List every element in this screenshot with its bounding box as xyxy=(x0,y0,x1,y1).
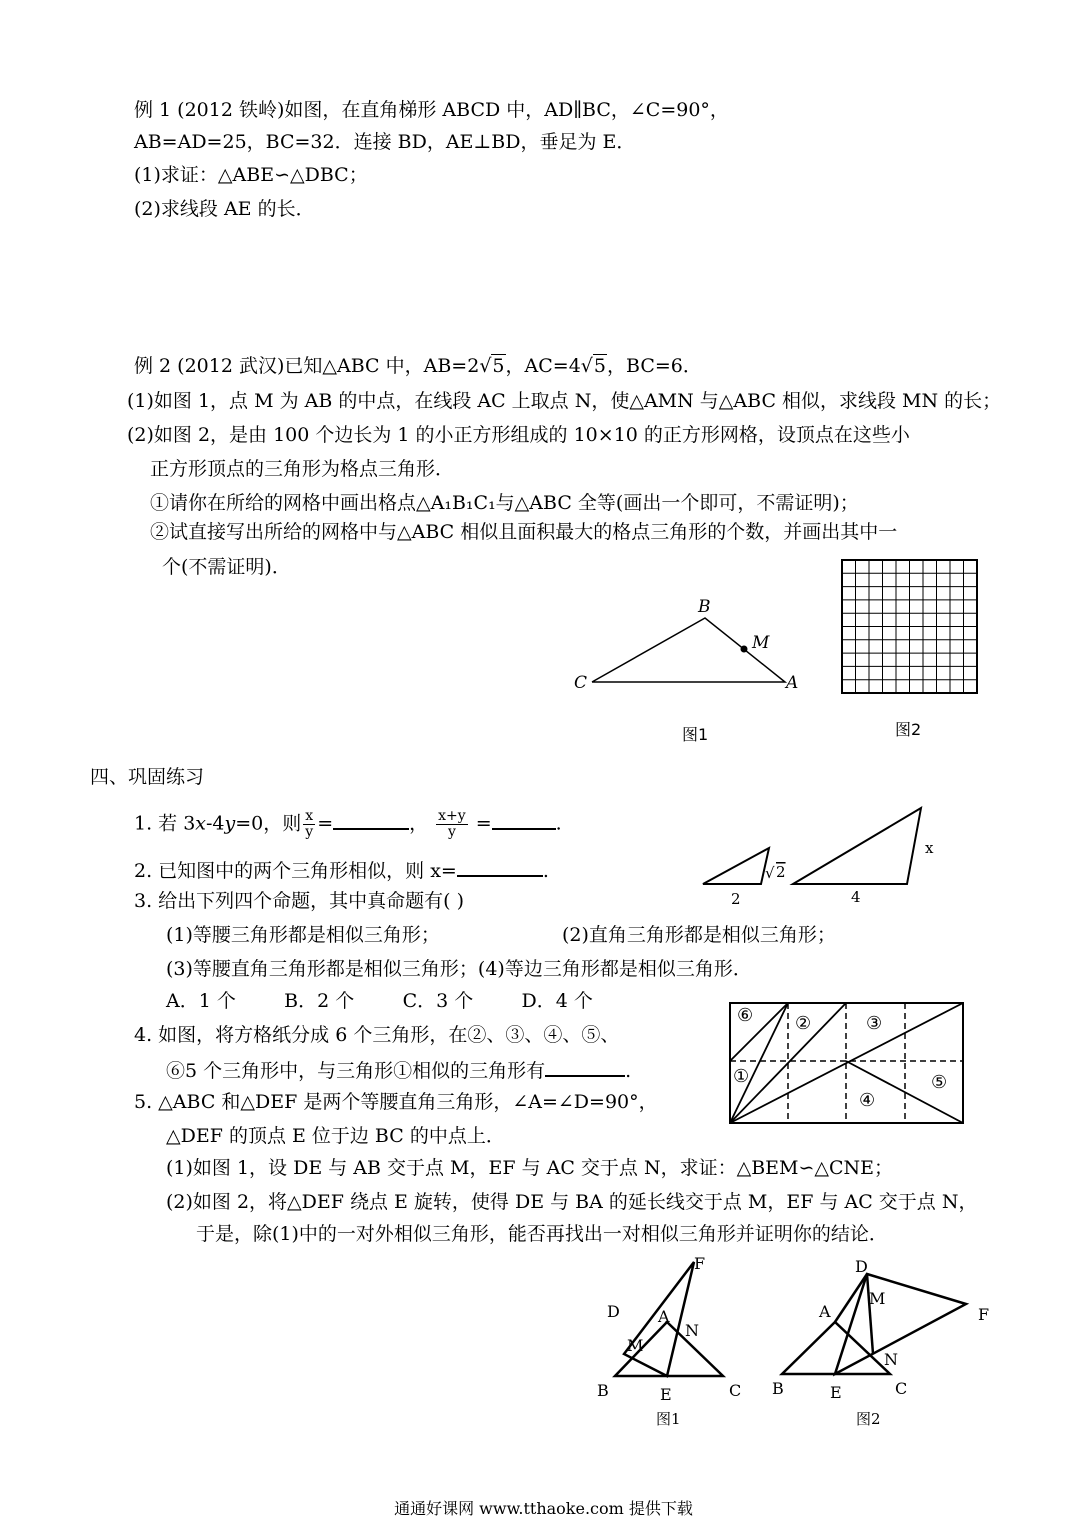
q3: 3. 给出下列四个命题，其中真命题有( ) xyxy=(134,890,465,912)
q2-end: . xyxy=(542,860,549,882)
sqrt-5-b-radicand: 5 xyxy=(593,355,606,377)
answer-blank-2[interactable] xyxy=(492,810,556,830)
q3-option1: (1)等腰三角形都是相似三角形； xyxy=(166,924,440,946)
q3-choices: A．1 个 B．2 个 C．3 个 D．4 个 xyxy=(166,990,593,1012)
q5-line3: (1)如图 1，设 DE 与 AB 交于点 M，EF 与 AC 交于点 N，求证：△BEM∽△CNE； xyxy=(166,1157,894,1179)
example2-line1-a: 例 2 (2012 武汉)已知△ABC 中，AB=2 xyxy=(134,355,480,377)
q5-line2: △DEF 的顶点 E 位于边 BC 的中点上． xyxy=(166,1125,505,1147)
example1-line3: (1)求证：△ABE∽△DBC； xyxy=(134,164,368,186)
example2-line2: (1)如图 1，点 M 为 AB 的中点，在线段 AC 上取点 N，使△AMN 与△ABC 相似，求线段 MN 的长； xyxy=(127,390,1002,412)
section4-title: 四、巩固练习 xyxy=(90,766,205,788)
example2-figure1 xyxy=(560,590,810,700)
q4-label-5: ⑤ xyxy=(931,1072,948,1093)
example2-line3: (2)如图 2，是由 100 个边长为 1 的小正方形组成的 10×10 的正方形网格，设顶点在这些小 xyxy=(127,424,910,446)
q5-line5: 于是，除(1)中的一对外相似三角形，能否再找出一对相似三角形并证明你的结论． xyxy=(196,1223,888,1245)
q5-fig2-caption: 图2 xyxy=(856,1410,881,1428)
grid-lines xyxy=(842,560,977,693)
fraction-xy-over-y xyxy=(436,809,468,840)
q2-text: 2. 已知图中的两个三角形相似，则 x= xyxy=(134,860,457,882)
q5-fig2-label-m: M xyxy=(869,1289,886,1308)
q5-fig1-caption: 图1 xyxy=(656,1410,681,1428)
q4-grid-figure xyxy=(725,998,970,1130)
q4-label-4: ④ xyxy=(859,1090,876,1111)
frac1-den: y xyxy=(305,824,314,840)
example2-line1-e: ，BC=6． xyxy=(607,355,702,377)
q2 xyxy=(134,857,549,883)
example2-line1 xyxy=(134,354,702,378)
q1-eq: = xyxy=(317,812,334,835)
q5-fig2-label-b: B xyxy=(772,1379,784,1398)
frac2-den: y xyxy=(447,824,456,840)
q4-line2-text: ⑥5 个三角形中，与三角形①相似的三角形有 xyxy=(166,1060,546,1082)
q1-comma: ， xyxy=(409,812,429,835)
q4-line1: 4. 如图，将方格纸分成 6 个三角形，在②、③、④、⑤、 xyxy=(134,1024,620,1046)
label-b: B xyxy=(698,597,711,617)
q5-fig2-label-e: E xyxy=(830,1383,842,1402)
label-side-large: x xyxy=(925,839,934,857)
example2-line6: ②试直接写出所给的网格中与△ABC 相似且面积最大的格点三角形的个数，并画出其中一 xyxy=(150,521,898,543)
sqrt-5-a-radicand: 5 xyxy=(492,355,505,377)
answer-blank-1[interactable] xyxy=(333,810,409,830)
q1-y: y xyxy=(224,812,236,835)
example2-line1-c: ，AC=4 xyxy=(505,355,581,377)
q4-label-2: ② xyxy=(795,1013,812,1034)
example2-line7: 个(不需证明)． xyxy=(162,556,291,578)
q1-c: =0，则 xyxy=(235,812,302,835)
q5-line1: 5. △ABC 和△DEF 是两个等腰直角三角形，∠A=∠D=90°， xyxy=(134,1091,658,1113)
frac2-num: x+y xyxy=(438,808,466,824)
q1-b: -4 xyxy=(206,812,225,835)
example2-grid-10x10 xyxy=(840,558,980,696)
q5-fig2-label-a: A xyxy=(819,1302,831,1321)
q3-option34: (3)等腰直角三角形都是相似三角形；(4)等边三角形都是相似三角形． xyxy=(166,958,752,980)
q4-label-6: ⑥ xyxy=(737,1005,754,1026)
figure1-caption: 图1 xyxy=(682,725,709,744)
frac1-num: x xyxy=(303,809,315,825)
q5-fig2-label-n: N xyxy=(884,1350,898,1369)
q1-x: x xyxy=(195,812,207,835)
sqrt-5-a: √5 xyxy=(479,355,505,377)
example1-line2: AB=AD=25，BC=32．连接 BD，AE⊥BD，垂足为 E． xyxy=(134,131,636,153)
q5-line4: (2)如图 2，将△DEF 绕点 E 旋转，使得 DE 与 BA 的延长线交于点 M，EF 与 AC 交于点 N， xyxy=(166,1191,978,1213)
example2-line4: 正方形顶点的三角形为格点三角形． xyxy=(150,458,455,480)
q4-label-1: ① xyxy=(733,1066,750,1087)
example1-line1: 例 1 (2012 铁岭)如图，在直角梯形 ABCD 中，AD∥BC，∠C=90°， xyxy=(134,99,729,121)
label-m: M xyxy=(752,633,770,653)
fraction-x-over-y xyxy=(303,809,315,840)
q5-fig1-label-n: N xyxy=(685,1321,699,1340)
q5-fig1-label-f: F xyxy=(694,1254,706,1273)
q5-fig1-label-c: C xyxy=(729,1381,742,1400)
q5-fig1-label-e: E xyxy=(660,1385,672,1404)
footer-source: 通通好课网 www.tthaoke.com 提供下载 xyxy=(394,1499,693,1518)
q1-a: 1. 若 3 xyxy=(134,812,196,835)
label-c: C xyxy=(574,673,588,693)
q5-fig2-label-c: C xyxy=(895,1379,908,1398)
answer-blank-3[interactable] xyxy=(457,857,543,877)
q5-fig1-label-b: B xyxy=(597,1381,609,1400)
q2-similar-triangles xyxy=(695,800,945,910)
q5-fig1-label-m: M xyxy=(627,1336,644,1355)
q5-figure2 xyxy=(765,1250,995,1430)
q1 xyxy=(134,809,562,840)
sqrt-5-b: √5 xyxy=(580,355,606,377)
q4-label-3: ③ xyxy=(866,1013,883,1034)
label-sqrt-sign: √ xyxy=(765,864,775,882)
q4-end: . xyxy=(625,1060,632,1082)
label-base-small: 2 xyxy=(731,890,741,908)
q4-line2 xyxy=(166,1057,631,1083)
example2-line5: ①请你在所给的网格中画出格点△A₁B₁C₁与△ABC 全等(画出一个即可，不需证明)； xyxy=(150,492,859,514)
example1-line4: (2)求线段 AE 的长． xyxy=(134,198,315,220)
label-a: A xyxy=(786,673,799,693)
figure2-caption: 图2 xyxy=(895,720,922,739)
q5-fig1-label-d: D xyxy=(607,1302,620,1321)
q5-fig2-label-d: D xyxy=(855,1257,868,1276)
large-triangle xyxy=(793,808,921,884)
q1-end: . xyxy=(555,812,562,835)
label-side-small: 2 xyxy=(776,863,786,881)
small-triangle xyxy=(703,848,769,884)
q1-eq2: = xyxy=(475,812,492,835)
q3-option2: (2)直角三角形都是相似三角形； xyxy=(562,924,836,946)
point-m-dot xyxy=(741,646,748,653)
q5-figure1 xyxy=(590,1250,760,1430)
q5-fig1-label-a: A xyxy=(658,1307,670,1326)
label-base-large: 4 xyxy=(851,888,861,906)
answer-blank-4[interactable] xyxy=(545,1057,625,1077)
q5-fig2-label-f: F xyxy=(978,1305,990,1324)
